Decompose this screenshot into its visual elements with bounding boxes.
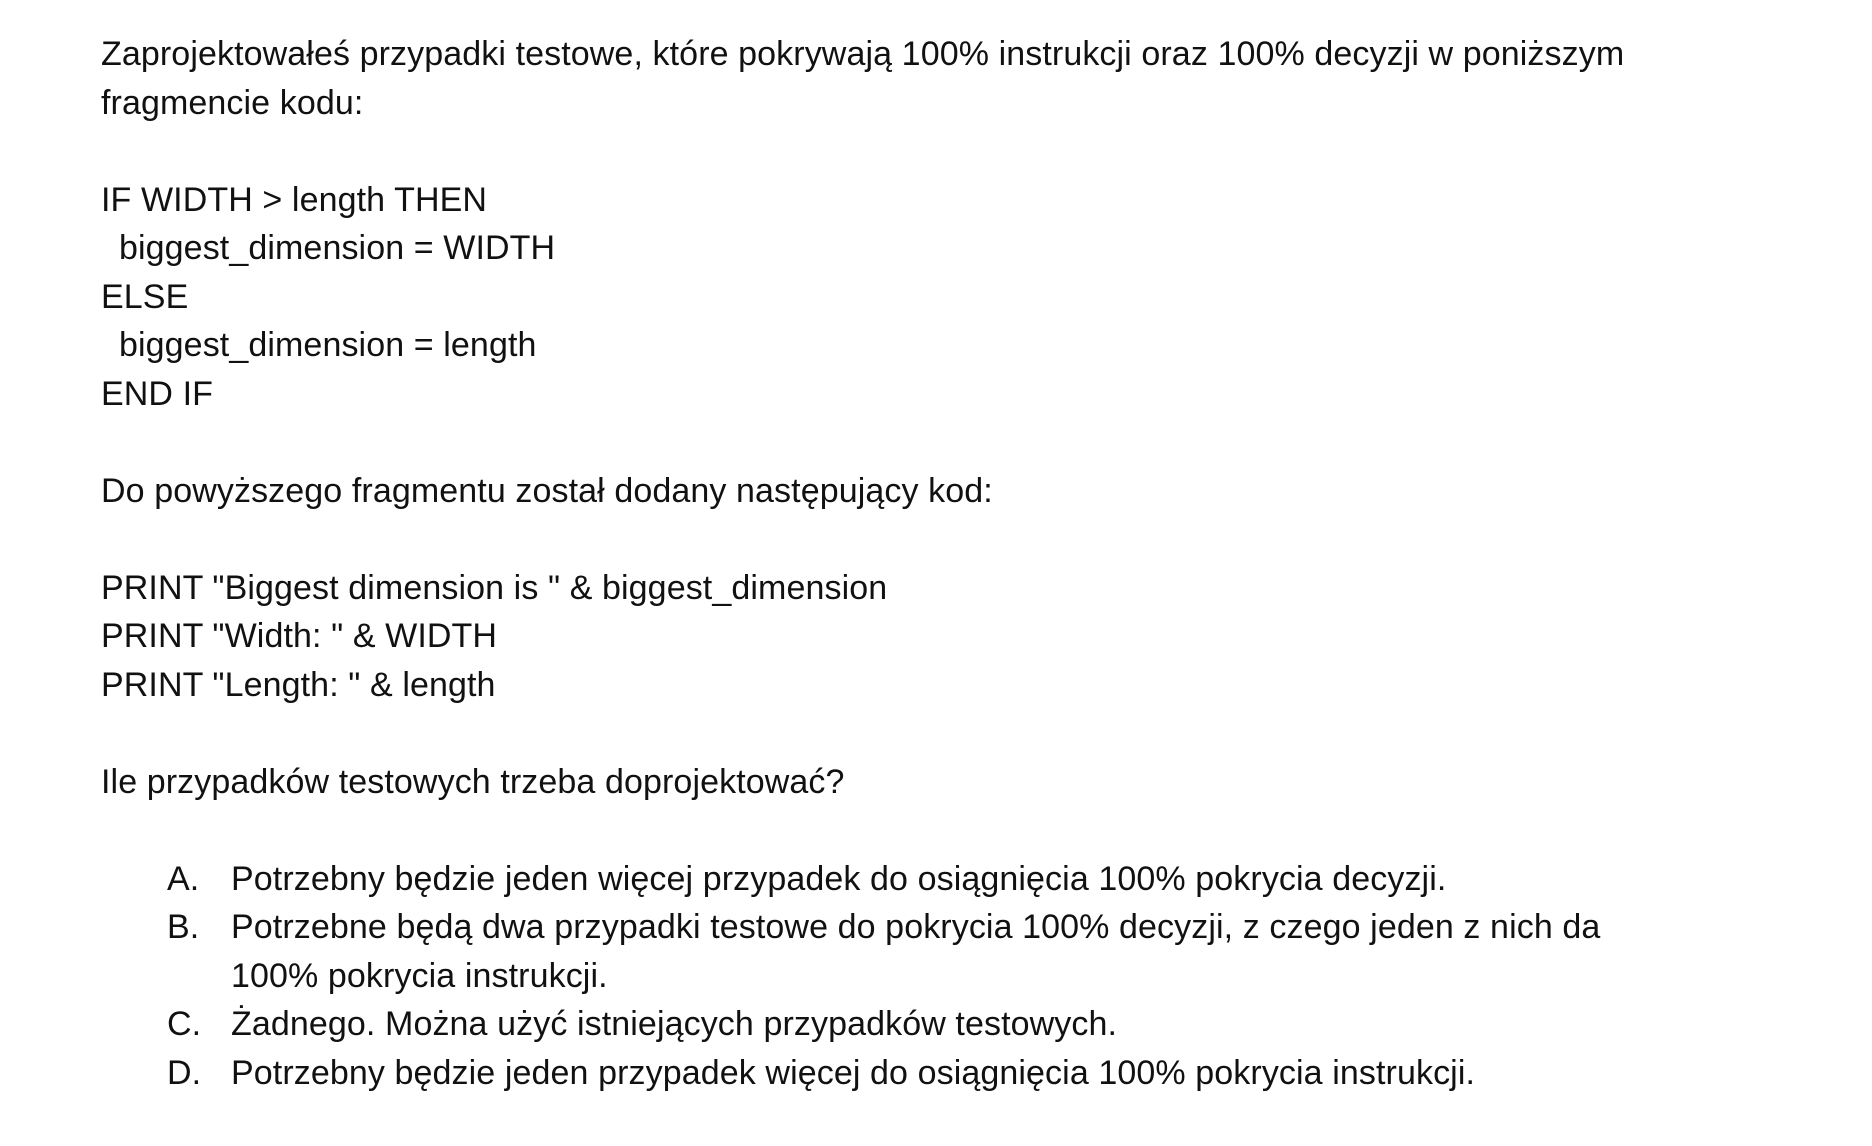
answer-options xyxy=(101,855,1801,1098)
question-text: Ile przypadków testowych trzeba doprojektować? xyxy=(101,762,845,801)
option-letter: C. xyxy=(167,1005,202,1043)
spacer xyxy=(101,806,1801,855)
spacer xyxy=(101,418,1801,467)
spacer xyxy=(101,709,1801,758)
option-letter: B. xyxy=(167,908,200,946)
document-page xyxy=(101,30,1801,1097)
option-text: Żadnego. Można użyć istniejących przypadków testowych. xyxy=(231,1005,1118,1043)
option-text: Potrzebny będzie jeden przypadek więcej do osiągnięcia 100% pokrycia instrukcji. xyxy=(231,1053,1476,1092)
code-line: biggest_dimension = length xyxy=(119,326,537,364)
code-line: ELSE xyxy=(101,277,189,316)
answer-option-a xyxy=(167,855,1801,904)
code-line: biggest_dimension = WIDTH xyxy=(119,229,556,267)
option-letter: A. xyxy=(167,859,200,898)
added-code-intro: Do powyższego fragmentu został dodany następujący kod: xyxy=(101,471,993,510)
code-block-original xyxy=(101,176,1801,419)
code-line: IF WIDTH > length THEN xyxy=(101,180,488,219)
code-line: END IF xyxy=(101,374,214,413)
option-text: Potrzebny będzie jeden więcej przypadek do osiągnięcia 100% pokrycia decyzji. xyxy=(231,859,1447,898)
intro-line-2: fragmencie kodu: xyxy=(101,83,364,122)
code-line: PRINT "Length: " & length xyxy=(101,665,496,704)
spacer xyxy=(101,127,1801,176)
answer-option-c xyxy=(167,1000,1801,1049)
answer-option-d xyxy=(167,1049,1801,1098)
intro-line-1: Zaprojektowałeś przypadki testowe, które pokrywają 100% instrukcji oraz 100% decyzji w poniższym xyxy=(101,35,1625,73)
code-block-added xyxy=(101,564,1801,710)
spacer xyxy=(101,515,1801,564)
code-line: PRINT "Width: " & WIDTH xyxy=(101,617,498,655)
answer-option-b xyxy=(167,903,1801,1000)
option-letter: D. xyxy=(167,1053,202,1092)
option-text: Potrzebne będą dwa przypadki testowe do pokrycia 100% decyzji, z czego jeden z nich da 100% pokrycia instrukcji. xyxy=(231,908,1601,995)
code-line: PRINT "Biggest dimension is " & biggest_dimension xyxy=(101,568,888,607)
